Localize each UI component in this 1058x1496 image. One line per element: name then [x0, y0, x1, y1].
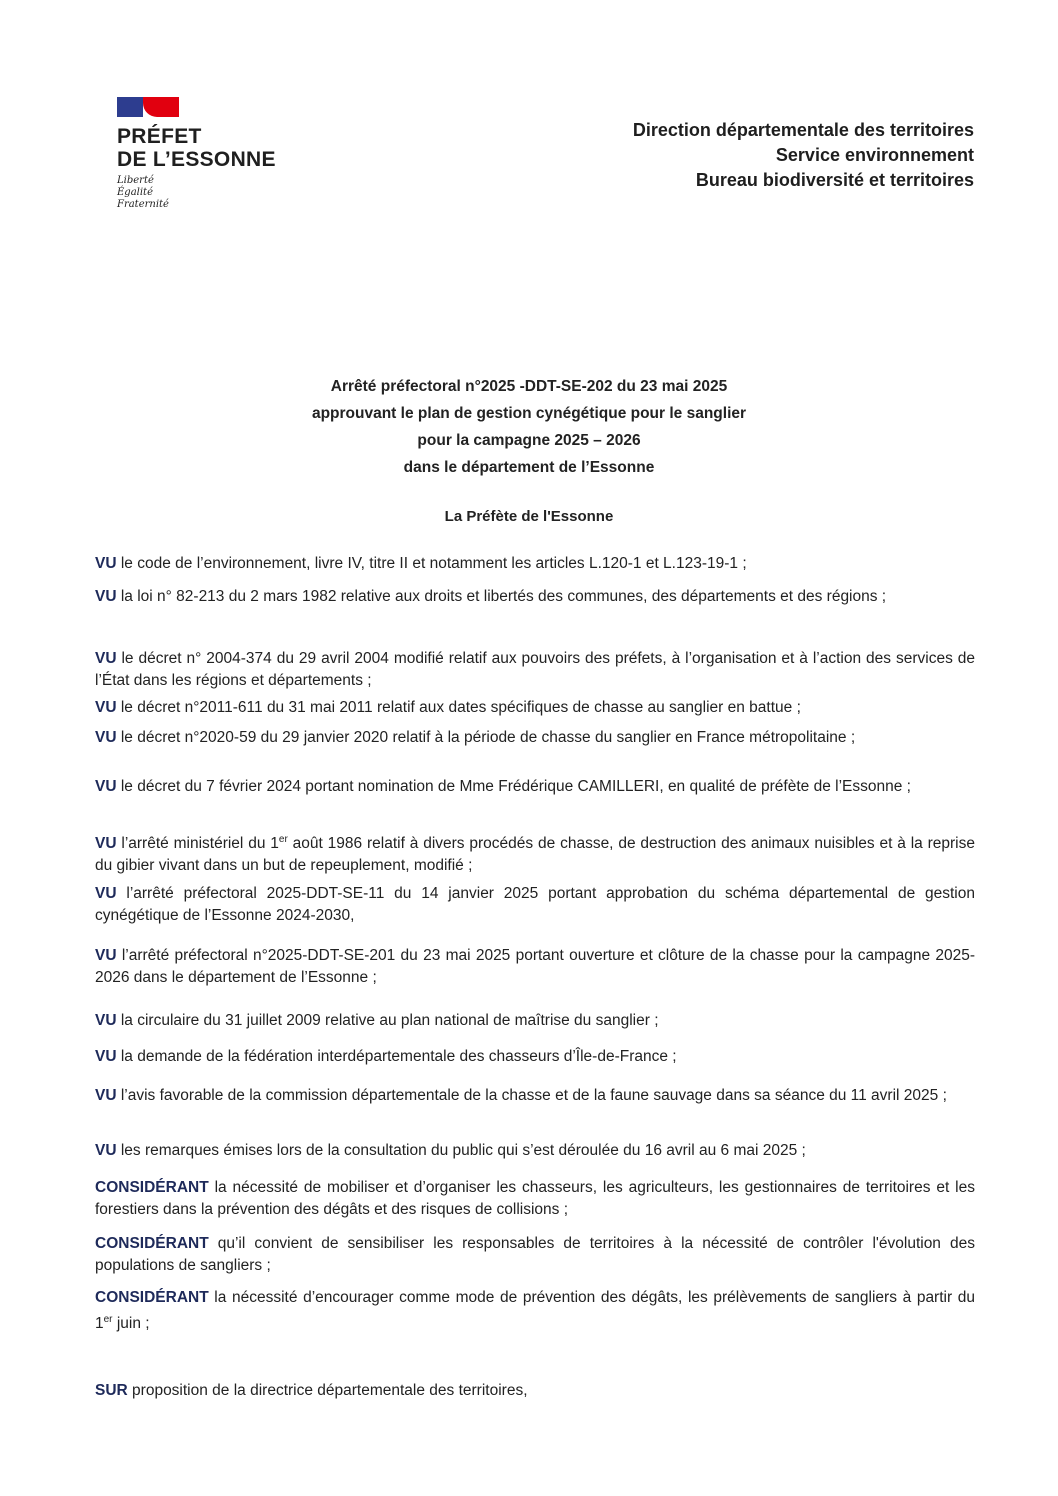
visa-paragraph	[95, 648, 975, 692]
visa-text: le décret n° 2004-374 du 29 avril 2004 modifié relatif aux pouvoirs des préfets, à l’organisation et à l’action des services de l’État dans les régions et départements ;	[95, 650, 975, 689]
visa-text: l’arrêté ministériel du 1	[116, 835, 279, 853]
title-line-1: Arrêté préfectoral n°2025 -DDT-SE-202 du 23 mai 2025	[330, 378, 728, 395]
visa-text: le décret n°2020-59 du 29 janvier 2020 relatif à la période de chasse du sanglier en France métropolitaine ;	[116, 729, 856, 746]
visa-paragraph	[95, 553, 975, 575]
visa-text: août 1986 relatif à divers procédés de chasse, de destruction des animaux nuisibles et à la reprise du gibier vivant dans un but de repeuplement, modifié ;	[95, 835, 975, 875]
visa-keyword: VU	[95, 1142, 117, 1159]
visa-keyword: VU	[95, 588, 117, 605]
sur-keyword: SUR	[95, 1382, 128, 1399]
visa-paragraph	[95, 727, 975, 749]
visa-text: le décret n°2011-611 du 31 mai 2011 relatif aux dates spécifiques de chasse au sanglier en battue ;	[116, 699, 801, 716]
visa-keyword: VU	[95, 729, 117, 746]
visa-paragraph	[95, 586, 975, 608]
logo-title	[117, 125, 276, 171]
bureau-name: Bureau biodiversité et territoires	[695, 170, 974, 190]
sur-paragraph	[95, 1380, 975, 1402]
motto	[117, 175, 276, 211]
visa-paragraph	[95, 1140, 975, 1162]
visa-keyword: VU	[95, 650, 117, 667]
considerant-keyword: CONSIDÉRANT	[95, 1179, 209, 1196]
considerant-text: la nécessité de mobiliser et d’organiser les chasseurs, les agriculteurs, les gestionnaires de territoires et les forestiers dans la prévention des dégâts et des risques de collisions ;	[95, 1179, 975, 1218]
visa-keyword: VU	[95, 1048, 117, 1065]
title-line-3: pour la campagne 2025 – 2026	[417, 432, 641, 449]
sur-text: proposition de la directrice départementale des territoires,	[127, 1382, 528, 1399]
marianne-flag-icon	[117, 97, 276, 117]
logo-line-1: PRÉFET	[117, 125, 202, 148]
visa-paragraph	[95, 1010, 975, 1032]
visa-paragraph	[95, 829, 975, 877]
considerant-paragraph	[95, 1233, 975, 1277]
visa-keyword: VU	[95, 555, 117, 572]
considerant-keyword: CONSIDÉRANT	[95, 1289, 209, 1306]
considerant-superscript: er	[103, 1314, 113, 1325]
visa-keyword: VU	[95, 885, 117, 902]
motto-liberte: Liberté	[117, 175, 154, 186]
visa-paragraph	[95, 1085, 975, 1107]
visa-keyword: VU	[95, 947, 117, 964]
motto-fraternite: Fraternité	[117, 199, 169, 210]
visa-text: le décret du 7 février 2024 portant nomination de Mme Frédérique CAMILLERI, en qualité de préfète de l’Essonne ;	[116, 778, 911, 795]
visa-keyword: VU	[95, 778, 117, 795]
considerant-text: qu’il convient de sensibiliser les responsables de territoires à la nécessité de contrôler l'évolution des populations de sangliers ;	[95, 1235, 975, 1274]
considerant-text: la nécessité d’encourager comme mode de prévention des dégâts, les prélèvements de sangliers à partir du 1	[95, 1289, 975, 1333]
visa-paragraph	[95, 945, 975, 989]
prefete-heading: La Préfète de l'Essonne	[444, 508, 614, 525]
visa-superscript: er	[278, 834, 288, 845]
motto-egalite: Égalité	[117, 187, 153, 198]
visa-keyword: VU	[95, 699, 117, 716]
service-name: Service environnement	[775, 145, 974, 165]
considerant-text: juin ;	[112, 1315, 150, 1333]
visa-text: l’avis favorable de la commission départementale de la chasse et de la faune sauvage dans sa séance du 11 avril 2025 ;	[116, 1087, 947, 1104]
visa-keyword: VU	[95, 835, 117, 853]
considerant-paragraph	[95, 1177, 975, 1221]
visa-text: les remarques émises lors de la consultation du public qui s’est déroulée du 16 avril au 6 mai 2025 ;	[116, 1142, 806, 1159]
considerant-paragraph	[95, 1287, 975, 1335]
title-line-4: dans le département de l’Essonne	[403, 459, 655, 476]
visa-keyword: VU	[95, 1087, 117, 1104]
visa-paragraph	[95, 1046, 975, 1068]
issuing-service	[633, 118, 974, 193]
visa-text: l’arrêté préfectoral 2025-DDT-SE-11 du 14 janvier 2025 portant approbation du schéma départemental de gestion cynégétique de l’Essonne 2024-2030,	[95, 885, 975, 924]
visa-paragraph	[95, 776, 975, 798]
logo-line-2: DE L’ESSONNE	[117, 148, 276, 171]
direction-name: Direction départementale des territoires	[632, 120, 974, 140]
visa-text: l’arrêté préfectoral n°2025-DDT-SE-201 du 23 mai 2025 portant ouverture et clôture de la chasse pour la campagne 2025-2026 dans le département de l’Essonne ;	[95, 947, 975, 986]
visa-keyword: VU	[95, 1012, 117, 1029]
visa-text: la demande de la fédération interdépartementale des chasseurs d’Île-de-France ;	[116, 1048, 677, 1065]
visa-text: la loi n° 82-213 du 2 mars 1982 relative aux droits et libertés des communes, des départements et des régions ;	[116, 588, 887, 605]
visa-text: la circulaire du 31 juillet 2009 relative au plan national de maîtrise du sanglier ;	[116, 1012, 659, 1029]
visa-text: le code de l’environnement, livre IV, titre II et notamment les articles L.120-1 et L.123-19-1 ;	[116, 555, 747, 572]
visa-paragraph	[95, 697, 975, 719]
prefet-logo	[117, 97, 276, 211]
visa-paragraph	[95, 883, 975, 927]
considerant-keyword: CONSIDÉRANT	[95, 1235, 209, 1252]
title-line-2: approuvant le plan de gestion cynégétique pour le sanglier	[311, 405, 747, 422]
arrete-title	[0, 373, 1058, 481]
